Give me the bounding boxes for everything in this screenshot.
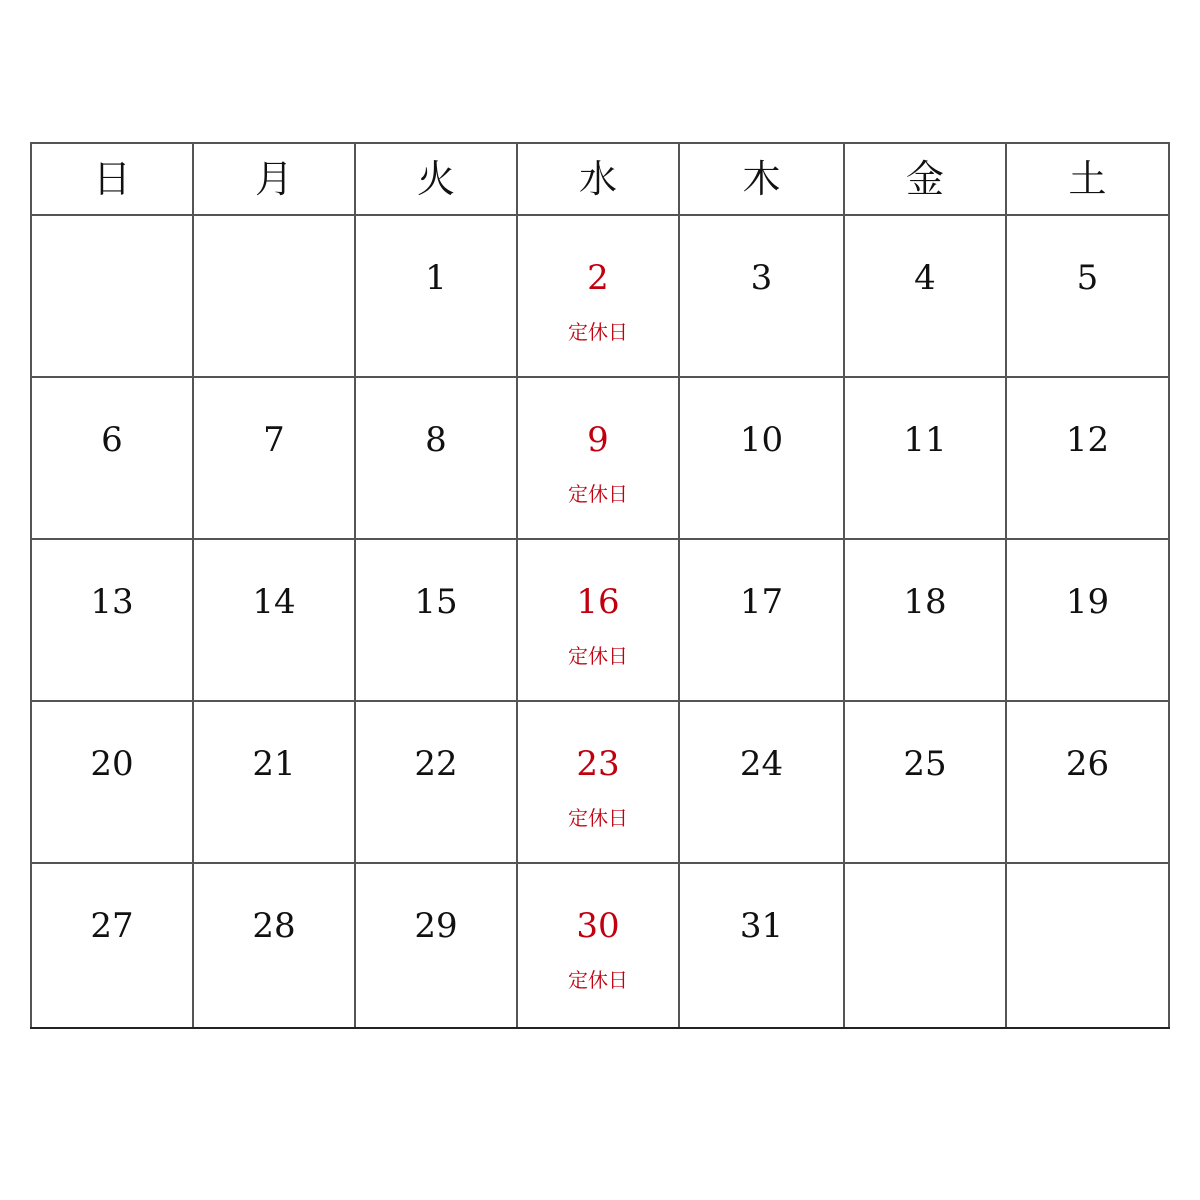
closed-day-label: 定休日 xyxy=(568,644,628,668)
day-cell xyxy=(517,215,679,377)
day-number: 14 xyxy=(252,582,296,622)
weekday-monday: 月 xyxy=(193,143,355,215)
day-number: 7 xyxy=(263,420,285,460)
day-number: 6 xyxy=(101,420,123,460)
day-cell xyxy=(1006,701,1169,863)
day-cell xyxy=(355,215,517,377)
weekday-thursday: 木 xyxy=(679,143,844,215)
day-cell xyxy=(679,377,844,539)
day-cell xyxy=(193,539,355,701)
day-cell xyxy=(355,377,517,539)
day-number: 26 xyxy=(1065,744,1110,784)
weekday-wednesday: 水 xyxy=(517,143,679,215)
day-cell xyxy=(355,701,517,863)
day-number: 31 xyxy=(739,906,784,946)
day-cell xyxy=(517,863,679,1028)
day-number: 24 xyxy=(739,744,784,784)
day-cell xyxy=(679,701,844,863)
day-number: 11 xyxy=(903,420,947,460)
day-number: 23 xyxy=(576,744,620,784)
day-cell xyxy=(193,701,355,863)
week-row xyxy=(31,215,1169,377)
day-cell xyxy=(679,215,844,377)
closed-day-label: 定休日 xyxy=(568,968,628,992)
day-cell xyxy=(679,539,844,701)
day-number: 16 xyxy=(576,582,620,622)
day-number: 28 xyxy=(252,906,296,946)
weekday-header-row xyxy=(31,143,1169,215)
day-number: 29 xyxy=(414,906,458,946)
week-row xyxy=(31,539,1169,701)
day-cell xyxy=(355,863,517,1028)
week-row xyxy=(31,377,1169,539)
empty-day-cell xyxy=(1006,863,1169,1028)
day-cell xyxy=(31,377,193,539)
day-cell xyxy=(31,539,193,701)
day-cell xyxy=(517,701,679,863)
day-number: 27 xyxy=(90,906,134,946)
day-number: 30 xyxy=(576,906,620,946)
day-number: 15 xyxy=(414,582,458,622)
day-cell xyxy=(1006,539,1169,701)
day-cell xyxy=(844,215,1006,377)
empty-day-cell xyxy=(31,215,193,377)
day-number: 21 xyxy=(252,744,296,784)
day-number: 12 xyxy=(1065,420,1110,460)
day-number: 13 xyxy=(90,582,134,622)
day-number: 2 xyxy=(587,258,609,298)
day-cell xyxy=(844,701,1006,863)
closed-day-label: 定休日 xyxy=(568,320,628,344)
day-number: 4 xyxy=(914,258,936,298)
empty-day-cell xyxy=(844,863,1006,1028)
day-cell xyxy=(355,539,517,701)
day-cell xyxy=(31,863,193,1028)
day-number: 9 xyxy=(587,420,609,460)
empty-day-cell xyxy=(193,215,355,377)
day-number: 8 xyxy=(425,420,447,460)
day-cell xyxy=(844,539,1006,701)
day-number: 22 xyxy=(414,744,458,784)
day-cell xyxy=(1006,377,1169,539)
day-number: 3 xyxy=(750,258,773,298)
day-cell xyxy=(193,377,355,539)
weekday-saturday: 土 xyxy=(1006,143,1169,215)
weekday-sunday: 日 xyxy=(31,143,193,215)
weekday-friday: 金 xyxy=(844,143,1006,215)
day-number: 10 xyxy=(739,420,784,460)
day-number: 5 xyxy=(1076,258,1099,298)
day-number: 17 xyxy=(739,582,784,622)
closed-day-label: 定休日 xyxy=(568,482,628,506)
day-number: 25 xyxy=(903,744,947,784)
day-cell xyxy=(31,701,193,863)
week-row xyxy=(31,701,1169,863)
day-cell xyxy=(679,863,844,1028)
day-number: 19 xyxy=(1065,582,1110,622)
day-cell xyxy=(517,377,679,539)
closed-day-label: 定休日 xyxy=(568,806,628,830)
weekday-tuesday: 火 xyxy=(355,143,517,215)
day-cell xyxy=(517,539,679,701)
week-row xyxy=(31,863,1169,1028)
day-number: 18 xyxy=(903,582,947,622)
day-number: 1 xyxy=(425,258,447,298)
day-cell xyxy=(844,377,1006,539)
calendar-grid xyxy=(30,142,1170,1029)
day-cell xyxy=(1006,215,1169,377)
day-number: 20 xyxy=(90,744,134,784)
day-cell xyxy=(193,863,355,1028)
